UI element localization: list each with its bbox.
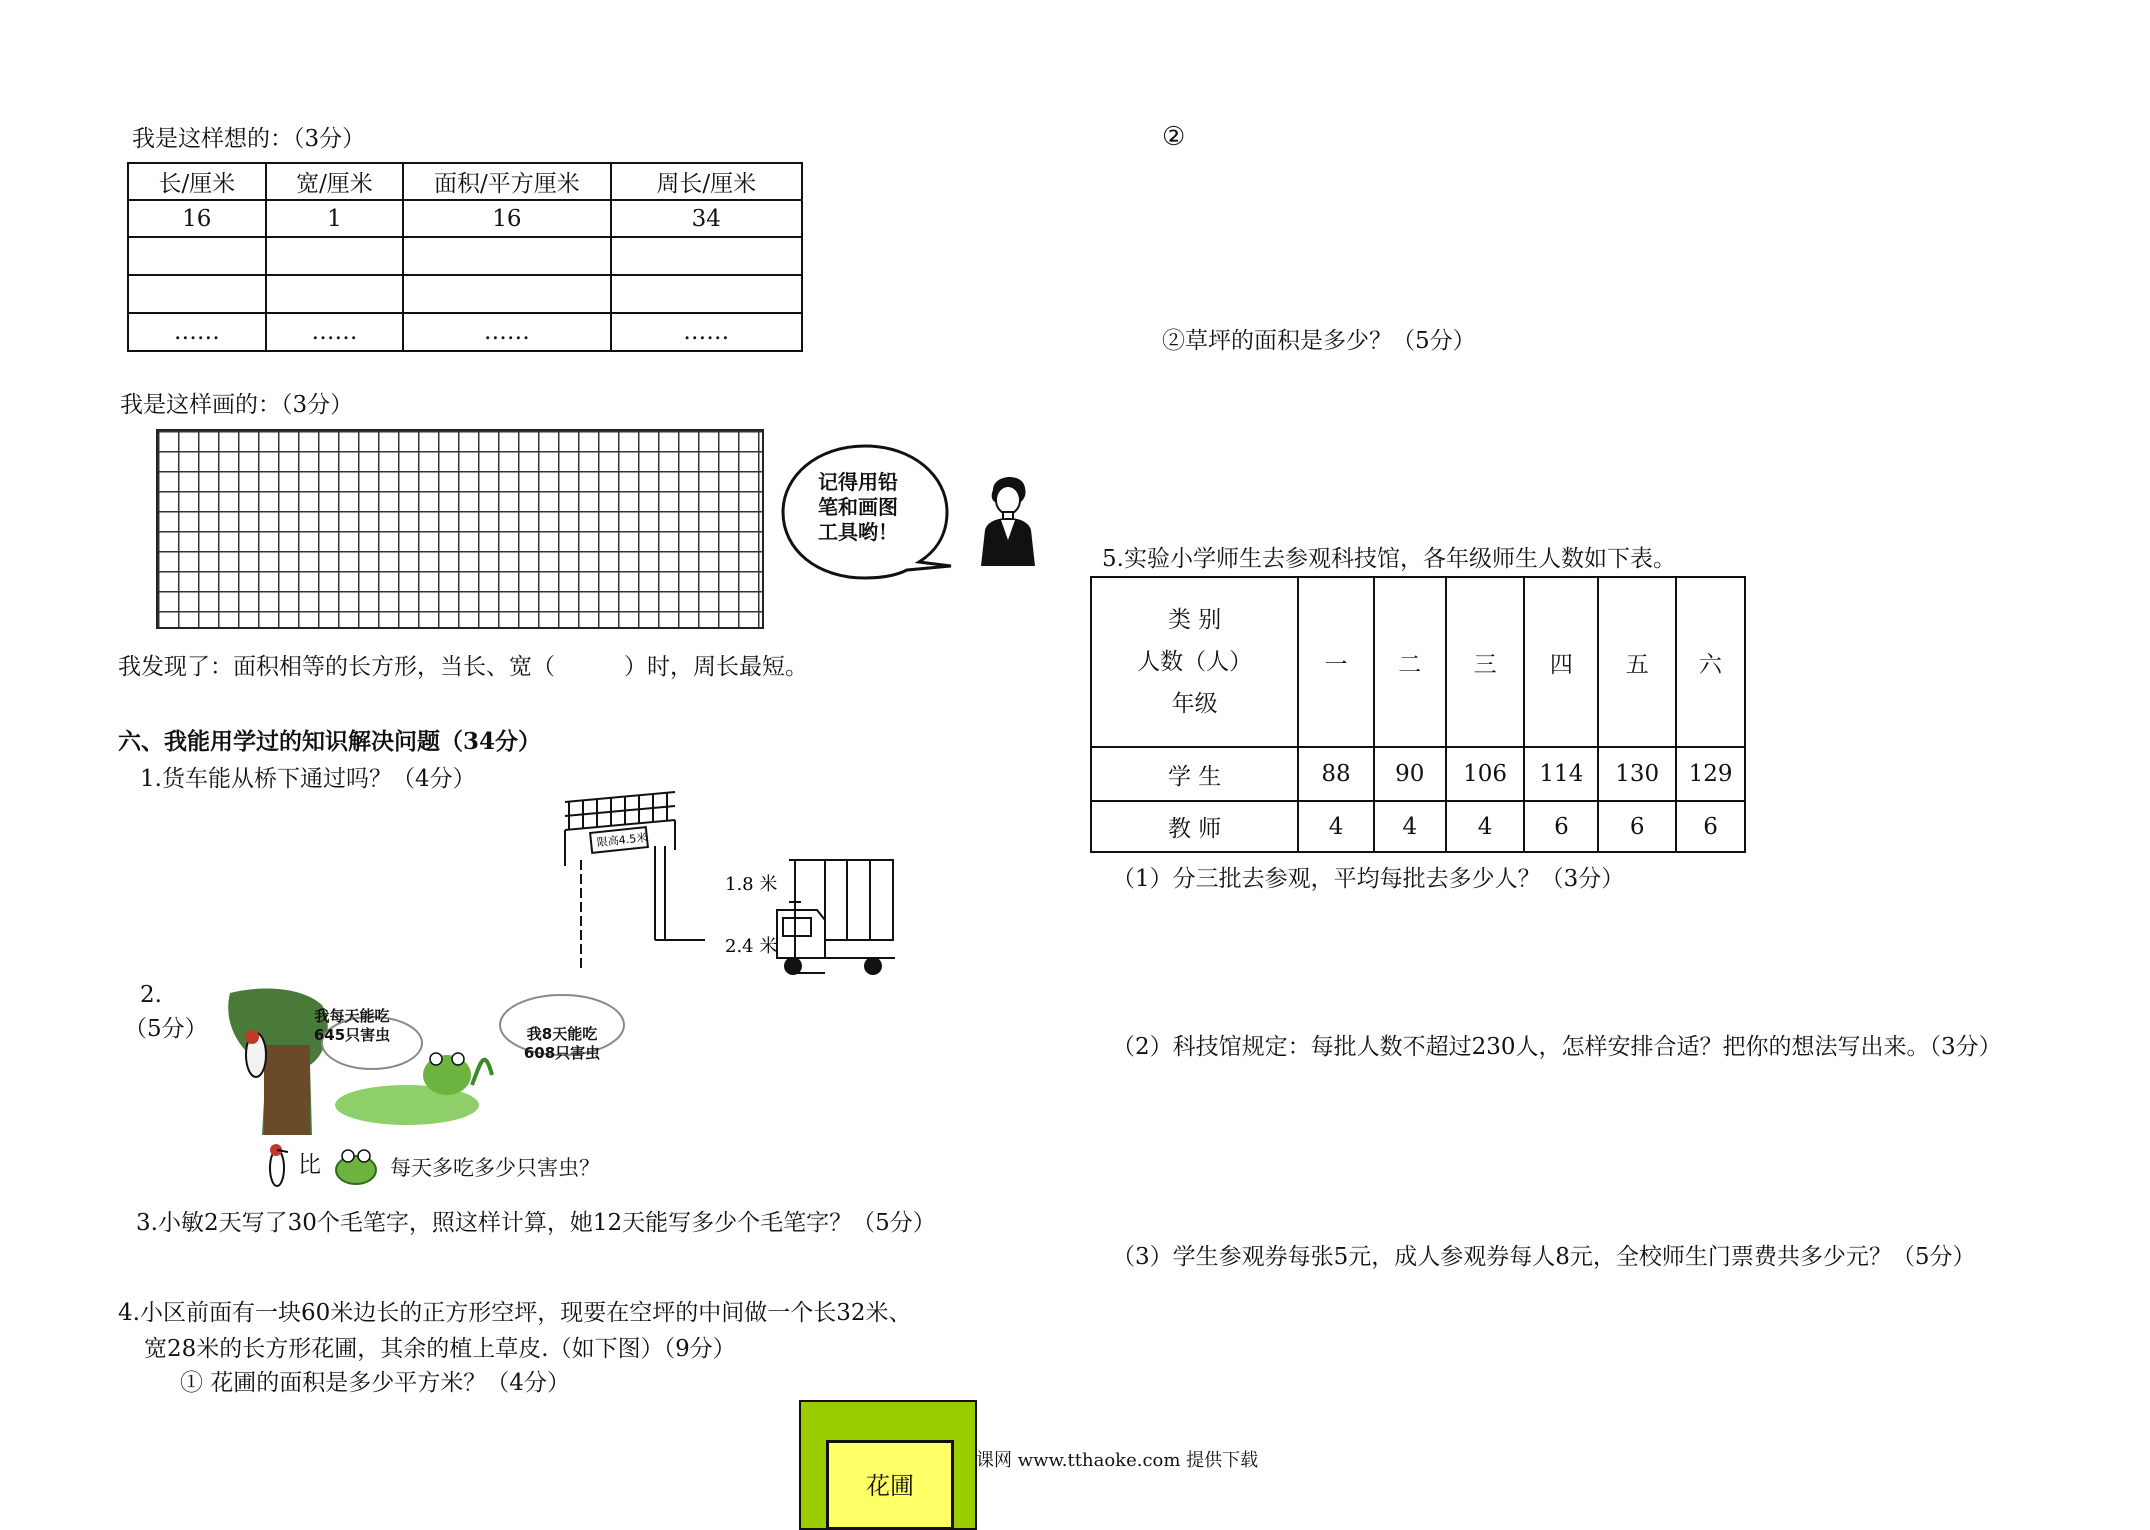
grade-header: 六 (1676, 577, 1745, 747)
table-cell: …… (128, 313, 266, 351)
grade-header: 四 (1524, 577, 1598, 747)
table-cell (403, 275, 610, 313)
table-cell: 106 (1446, 747, 1525, 801)
lawn-question: ②草坪的面积是多少？（5分） (1162, 328, 1476, 354)
question-4-sub1: ① 花圃的面积是多少平方米？（4分） (180, 1370, 570, 1396)
bubble-line: 608只害虫 (523, 1044, 601, 1062)
circle-two-marker: ② (1162, 122, 1186, 152)
table-cell: …… (266, 313, 404, 351)
bubble-line: 我每天能吃 (314, 1007, 390, 1025)
speech-line: 记得用铅 (818, 470, 898, 494)
question-5-2: （2）科技馆规定：每批人数不超过230人，怎样安排合适？把你的想法写出来。（3分） (1112, 1034, 2002, 1060)
row-label: 教 师 (1091, 801, 1298, 852)
table-cell: 4 (1298, 801, 1374, 852)
speech-line: 笔和画图 (818, 495, 898, 519)
table-cell (266, 275, 404, 313)
question-4-line1: 4.小区前面有一块60米边长的正方形空坪，现要在空坪的中间做一个长32米、 (118, 1300, 912, 1326)
bridge-sign: 限高4.5米 (596, 831, 648, 850)
bubble-line: 我8天能吃 (526, 1025, 598, 1043)
area-perimeter-table (127, 162, 803, 352)
question-2-number: 2. (140, 982, 162, 1008)
table-cell (266, 237, 404, 275)
question-4-line2: 宽28米的长方形花圃，其余的植上草皮.（如下图）（9分） (144, 1336, 736, 1362)
table-cell: 1 (266, 200, 404, 237)
question-3: 3.小敏2天写了30个毛笔字，照这样计算，她12天能写多少个毛笔字？（5分） (136, 1210, 936, 1236)
table-cell: 16 (128, 200, 266, 237)
compare-word: 比 (298, 1152, 321, 1178)
height-label-bottom: 2.4 米 (725, 936, 778, 957)
corner-label: 年级 (1171, 691, 1218, 717)
table-cell: 129 (1676, 747, 1745, 801)
table-cell: 4 (1374, 801, 1446, 852)
question-5-1: （1）分三批去参观，平均每批去多少人？（3分） (1112, 866, 1625, 892)
question-2-score: （5分） (124, 1016, 208, 1042)
table-cell: 6 (1524, 801, 1598, 852)
grade-header: 二 (1374, 577, 1446, 747)
corner-label: 人数（人） (1137, 649, 1253, 675)
speech-line: 工具哟！ (818, 520, 898, 544)
table-row (1091, 801, 1745, 852)
table-cell (128, 275, 266, 313)
question-1: 1.货车能从桥下通过吗？（4分） (140, 766, 476, 792)
frog-icon (330, 1140, 382, 1188)
table-cell: 6 (1598, 801, 1676, 852)
woodpecker-icon (262, 1140, 292, 1192)
draw-label: 我是这样画的：（3分） (120, 392, 354, 418)
table-header: 宽/厘米 (266, 163, 404, 200)
table-header: 面积/平方厘米 (403, 163, 610, 200)
teacher-illustration (975, 470, 1041, 566)
table-header: 长/厘米 (128, 163, 266, 200)
table-cell: 114 (1524, 747, 1598, 801)
grade-header: 五 (1598, 577, 1676, 747)
table-cell: 90 (1374, 747, 1446, 801)
question-5-3: （3）学生参观券每张5元，成人参观券每人8元，全校师生门票费共多少元？（5分） (1112, 1244, 1976, 1270)
garden-label: 花圃 (866, 1472, 914, 1500)
table-corner-cell (1091, 577, 1298, 747)
row-label: 学 生 (1091, 747, 1298, 801)
section-six-heading: 六、我能用学过的知识解决问题（34分） (118, 728, 542, 755)
question-2-text: 每天多吃多少只害虫？ (390, 1156, 600, 1180)
question-5: 5.实验小学师生去参观科技馆，各年级师生人数如下表。 (1102, 546, 1676, 572)
grade-header: 三 (1446, 577, 1525, 747)
table-cell: …… (611, 313, 802, 351)
table-cell: 88 (1298, 747, 1374, 801)
table-header: 周长/厘米 (611, 163, 802, 200)
table-cell (403, 237, 610, 275)
table-cell: 16 (403, 200, 610, 237)
bubble-line: 645只害虫 (313, 1026, 391, 1044)
grade-header: 一 (1298, 577, 1374, 747)
table-cell (128, 237, 266, 275)
table-cell: 34 (611, 200, 802, 237)
table-cell (611, 237, 802, 275)
height-label-top: 1.8 米 (725, 874, 778, 895)
corner-label: 类 别 (1167, 607, 1222, 633)
footer-watermark: 课网 www.tthaoke.com 提供下载 (976, 1450, 1259, 1471)
discover-text: 我发现了：面积相等的长方形，当长、宽（ ）时，周长最短。 (118, 654, 808, 680)
table-cell (611, 275, 802, 313)
bridge-truck-illustration (555, 790, 945, 980)
think-label: 我是这样想的：（3分） (132, 126, 366, 152)
visitor-count-table (1090, 576, 1746, 853)
table-cell: 130 (1598, 747, 1676, 801)
table-cell: 6 (1676, 801, 1745, 852)
drawing-grid[interactable] (156, 429, 764, 629)
table-row (1091, 747, 1745, 801)
table-cell: …… (403, 313, 610, 351)
table-cell: 4 (1446, 801, 1525, 852)
